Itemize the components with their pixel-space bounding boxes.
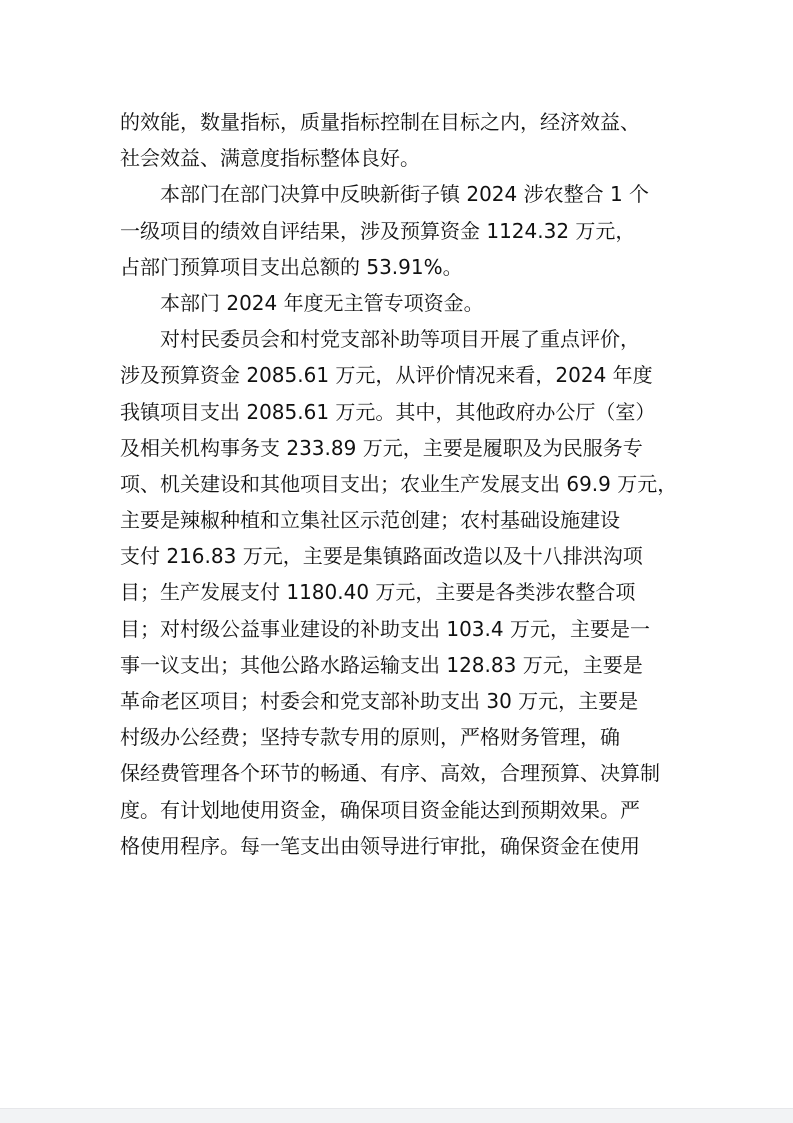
text-line: 本部门在部门决算中反映新街子镇 2024 涉农整合 1 个 — [120, 182, 650, 207]
text-line: 村级办公经费；坚持专款专用的原则，严格财务管理，确 — [120, 725, 620, 750]
text-line: 对村民委员会和村党支部补助等项目开展了重点评价， — [120, 327, 640, 352]
text-line: 的效能，数量指标，质量指标控制在目标之内，经济效益、 — [120, 110, 640, 134]
text-line: 项、机关建设和其他项目支出；农业生产发展支出 69.9 万元， — [120, 471, 678, 496]
text-line: 涉及预算资金 2085.61 万元，从评价情况来看，2024 年度 — [120, 363, 653, 388]
text-line: 目；生产发展支付 1180.40 万元，主要是各类涉农整合项 — [120, 580, 636, 605]
text-line: 及相关机构事务支 233.89 万元，主要是履职及为民服务专 — [120, 435, 643, 460]
page-bottom-edge — [0, 1108, 793, 1123]
text-line: 保经费管理各个环节的畅通、有序、高效，合理预算、决算制 — [120, 761, 660, 786]
text-line: 主要是辣椒种植和立集社区示范创建；农村基础设施建设 — [120, 508, 620, 533]
text-line: 格使用程序。每一笔支出由领导进行审批，确保资金在使用 — [120, 833, 640, 858]
text-line: 社会效益、满意度指标整体良好。 — [120, 146, 420, 171]
text-line: 本部门 2024 年度无主管专项资金。 — [120, 290, 484, 315]
text-line: 度。有计划地使用资金，确保项目资金能达到预期效果。严 — [120, 797, 640, 822]
text-line: 一级项目的绩效自评结果，涉及预算资金 1124.32 万元， — [120, 218, 636, 243]
text-line: 占部门预算项目支出总额的 53.91%。 — [120, 254, 463, 279]
text-line: 目；对村级公益事业建设的补助支出 103.4 万元，主要是一 — [120, 616, 650, 641]
text-line: 我镇项目支出 2085.61 万元。其中，其他政府办公厅（室） — [120, 399, 656, 424]
text-line: 事一议支出；其他公路水路运输支出 128.83 万元，主要是 — [120, 652, 643, 677]
body-text — [120, 104, 686, 864]
text-line: 革命老区项目；村委会和党支部补助支出 30 万元，主要是 — [120, 689, 639, 713]
text-line: 支付 216.83 万元，主要是集镇路面改造以及十八排洪沟项 — [120, 544, 643, 569]
